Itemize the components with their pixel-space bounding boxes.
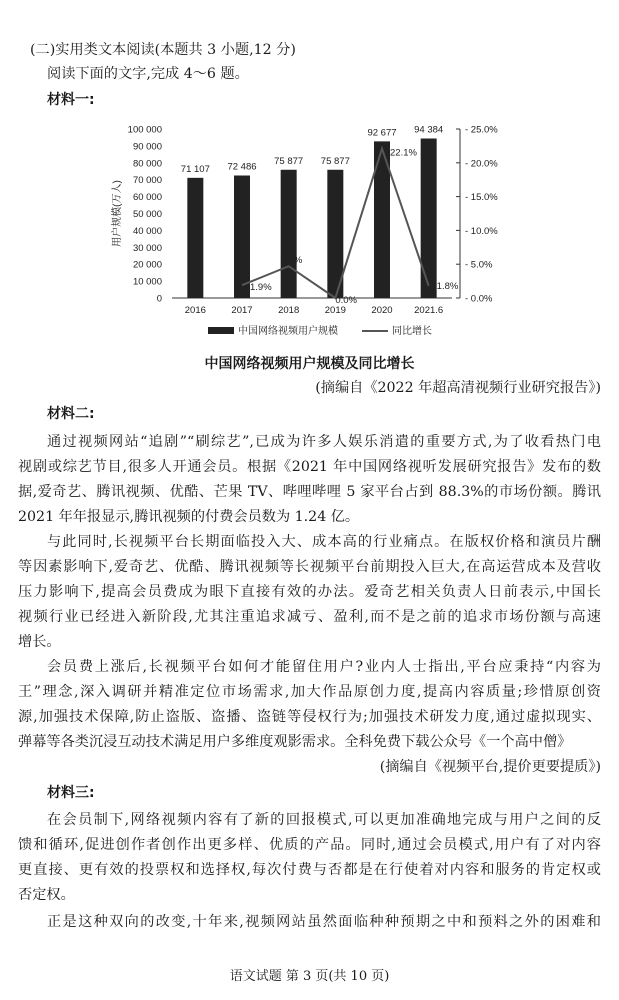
y-axis-ticks bbox=[128, 125, 162, 305]
growth-data-label: 22.1% bbox=[390, 147, 417, 159]
m2-p1-line1: 通过视频网站“追剧”“刷综艺”,已成为许多人娱乐消遣的重要方式,为了收看热门电 bbox=[47, 434, 601, 450]
m2-p3-line4: 弹幕等各类沉浸互动技术满足用户多维度观影需求。全科免费下载公众号《一个高中僧》 bbox=[18, 734, 572, 750]
bar bbox=[187, 178, 203, 298]
m2-p2-line2: 等因素影响下,爱奇艺、优酷、腾讯视频等长视频平台前期投入巨大,在高运营成本及营收 bbox=[18, 559, 601, 575]
y-tick-label: 20 000 bbox=[132, 259, 162, 271]
growth-data-label: 1.9% bbox=[250, 282, 272, 294]
y2-tick-label: - 10.0% bbox=[465, 225, 498, 237]
material2-label: 材料二: bbox=[47, 406, 95, 422]
bar-data-label: 75 877 bbox=[320, 155, 350, 167]
x-tick-label: 2016 bbox=[184, 305, 206, 316]
bar-data-label: 92 677 bbox=[367, 127, 397, 139]
y-tick-label: 60 000 bbox=[132, 192, 162, 204]
y-tick-label: 10 000 bbox=[132, 276, 162, 288]
x-tick-label: 2020 bbox=[371, 305, 393, 316]
y-tick-label: 70 000 bbox=[132, 175, 162, 187]
x-axis-ticks bbox=[185, 305, 443, 316]
m2-p2-line5: 增长。 bbox=[18, 634, 61, 650]
x-tick-label: 2021.6 bbox=[414, 305, 444, 316]
m3-p1-line3: 更直接、更有效的投票权和选择权,每次付费与否都是在行使着对内容和服务的肯定权或 bbox=[18, 862, 601, 878]
m2-p2-line1: 与此同时,长视频平台长期面临投入大、成本高的行业痛点。在版权价格和演员片酬 bbox=[47, 534, 601, 550]
y-tick-label: 90 000 bbox=[132, 141, 162, 153]
y2-tick-label: - 20.0% bbox=[465, 158, 498, 170]
legend-bar-swatch bbox=[208, 327, 234, 334]
chart-title: 中国网络视频用户规模及同比增长 bbox=[204, 356, 415, 372]
y-tick-label: 80 000 bbox=[132, 158, 162, 170]
y-axis-label-group bbox=[110, 180, 123, 247]
bars bbox=[187, 138, 436, 298]
legend-line-label: 同比增长 bbox=[392, 326, 432, 337]
y2-tick-label: - 0.0% bbox=[465, 293, 493, 305]
x-tick-label: 2018 bbox=[278, 305, 300, 316]
material3-label: 材料三: bbox=[47, 785, 95, 801]
instruction: 阅读下面的文字,完成 4～6 题。 bbox=[47, 66, 249, 82]
y-tick-label: 30 000 bbox=[132, 242, 162, 254]
bar bbox=[281, 170, 297, 298]
bar-data-label: 75 877 bbox=[274, 155, 304, 167]
m2-p1-line3: 据,爱奇艺、腾讯视频、优酷、芒果 TV、哔哩哔哩 5 家平台占到 88.3%的市场份额。腾讯 bbox=[18, 484, 601, 500]
material1-label: 材料一: bbox=[47, 92, 95, 108]
y2-axis-ticks bbox=[456, 125, 498, 305]
bar bbox=[421, 138, 437, 298]
page-footer: 语文试题 第 3 页(共 10 页) bbox=[229, 969, 390, 984]
y-tick-label: 0 bbox=[156, 293, 162, 305]
m2-p2-line3: 压力影响下,提高会员费成为眼下直接有效的办法。爱奇艺相关负责人日前表示,中国长 bbox=[18, 584, 601, 600]
bar-data-label: 94 384 bbox=[414, 124, 444, 136]
y-tick-label: 50 000 bbox=[132, 209, 162, 220]
m3-p1-line4: 否定权。 bbox=[18, 887, 75, 903]
y-tick-label: 100 000 bbox=[127, 124, 162, 136]
legend-bar-label: 中国网络视频用户规模 bbox=[238, 326, 338, 337]
x-tick-label: 2017 bbox=[231, 305, 253, 316]
m2-p1-line4: 2021 年年报显示,腾讯视频的付费会员数为 1.24 亿。 bbox=[18, 509, 360, 525]
bar-data-label: 71 107 bbox=[180, 163, 210, 175]
y2-tick-label: - 15.0% bbox=[465, 192, 498, 204]
section-title: (二)实用类文本阅读(本题共 3 小题,12 分) bbox=[30, 42, 296, 58]
legend bbox=[208, 324, 432, 337]
source-1: (摘编自《2022 年超高清视频行业研究报告》) bbox=[315, 380, 601, 396]
user-scale-chart bbox=[100, 112, 520, 344]
bar-data-label: 72 486 bbox=[227, 161, 257, 173]
m3-p1-line1: 在会员制下,网络视频内容有了新的回报模式,可以更加准确地完成与用户之间的反 bbox=[47, 812, 601, 828]
m2-p3-line2: 王”理念,深入调研并精准定位市场需求,加大作品原创力度,提高内容质量;珍惜原创资 bbox=[18, 684, 601, 700]
x-tick-label: 2019 bbox=[324, 305, 346, 316]
m2-p3-line3: 源,加强技术保障,防止盗版、盗播、盗链等侵权行为;加强技术研发力度,通过虚拟现实、 bbox=[18, 709, 601, 725]
source-2: (摘编自《视频平台,提价更要提质》) bbox=[379, 759, 601, 775]
y-tick-label: 40 000 bbox=[132, 225, 162, 237]
y-axis-label: 用户规模(万人) bbox=[112, 180, 123, 247]
y2-tick-label: - 25.0% bbox=[465, 124, 498, 136]
growth-data-label: 1.8% bbox=[436, 280, 459, 292]
m2-p2-line4: 视频行业已经进入新阶段,尤其注重追求减亏、盈利,而不是之前的追求市场份额与高速 bbox=[18, 609, 601, 625]
m3-p2-line1: 正是这种双向的改变,十年来,视频网站虽然面临种种预期之中和预料之外的困难和 bbox=[47, 914, 601, 930]
bar bbox=[234, 175, 250, 298]
y2-tick-label: - 5.0% bbox=[465, 259, 493, 271]
m2-p1-line2: 视剧或综艺节目,很多人开通会员。根据《2021 年中国网络视听发展研究报告》发布的数 bbox=[18, 459, 601, 475]
m3-p1-line2: 馈和循环,促进创作者创作出更多样、优质的产品。同时,通过会员模式,用户有了对内容 bbox=[18, 837, 601, 853]
growth-data-label: 4.7% bbox=[280, 255, 303, 267]
m2-p3-line1: 会员费上涨后,长视频平台如何才能留住用户?业内人士指出,平台应秉持“内容为 bbox=[47, 659, 601, 675]
growth-data-label: 0.0% bbox=[335, 295, 357, 306]
